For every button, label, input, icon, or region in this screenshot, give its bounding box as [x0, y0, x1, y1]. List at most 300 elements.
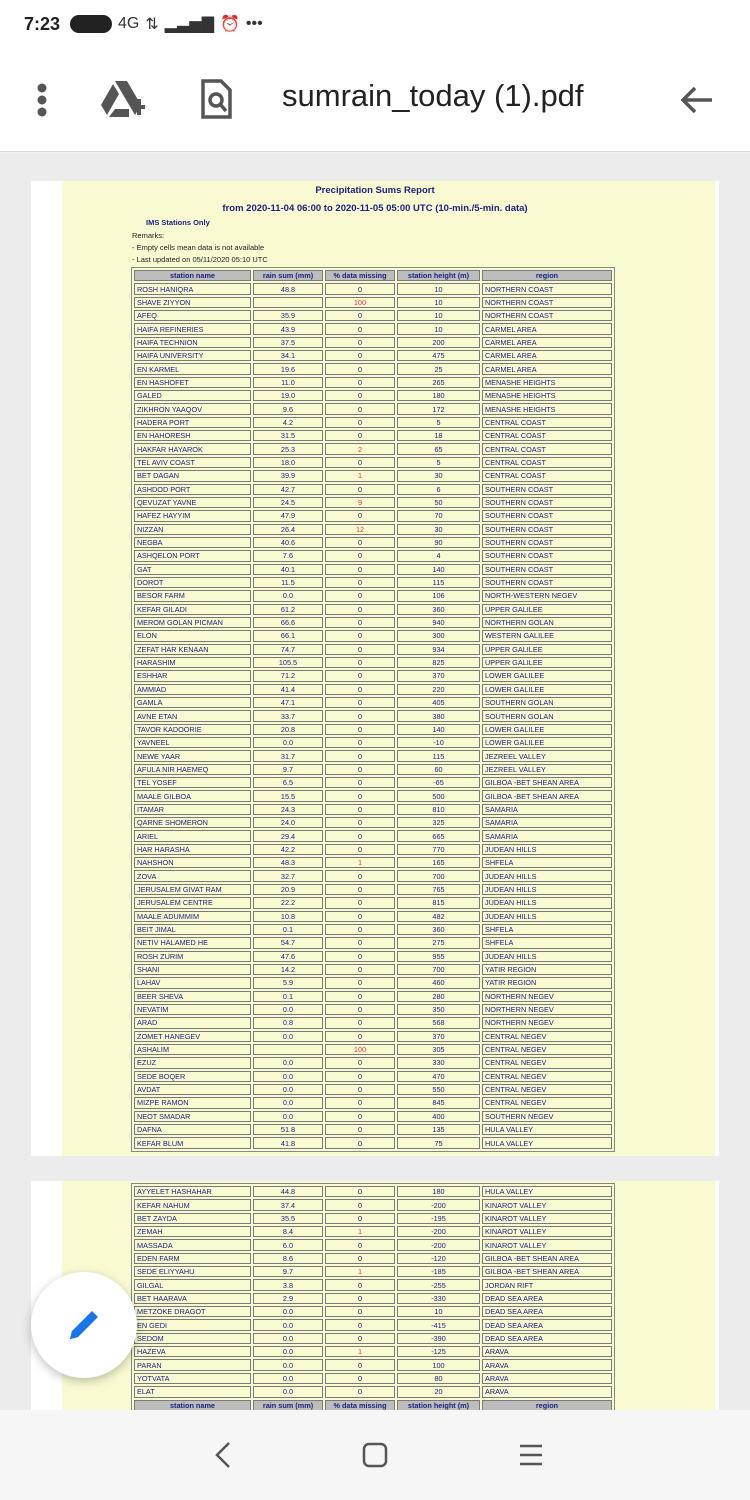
- rain-sum-cell: 54.7: [253, 937, 323, 948]
- table-row: [134, 764, 612, 775]
- data-missing-cell: 0: [325, 1359, 395, 1370]
- data-missing-cell: 0: [325, 337, 395, 348]
- region-cell: JUDEAN HILLS: [482, 870, 612, 881]
- region-cell: DEAD SEA AREA: [482, 1306, 612, 1317]
- table-row: [134, 377, 612, 388]
- station-height-cell: 305: [397, 1044, 480, 1055]
- region-cell: CENTRAL NEGEV: [482, 1097, 612, 1108]
- rain-sum-cell: 31.7: [253, 750, 323, 761]
- station-height-cell: 5: [397, 417, 480, 428]
- report-subtitle: from 2020-11-04 06:00 to 2020-11-05 05:00 UTC (10-min./5-min. data): [222, 203, 528, 214]
- rain-sum-cell: 0.0: [253, 1071, 323, 1082]
- data-missing-cell: 0: [325, 1124, 395, 1135]
- signal-icon: ▂▃▅▇: [164, 16, 214, 33]
- station-name-cell: EDEN FARM: [134, 1253, 251, 1264]
- table-row: [134, 577, 612, 588]
- table-row: [134, 804, 612, 815]
- region-cell: CENTRAL COAST: [482, 457, 612, 468]
- table-row: [134, 537, 612, 548]
- data-missing-cell: 1: [325, 857, 395, 868]
- station-name-cell: EZUZ: [134, 1057, 251, 1068]
- table-row: [134, 630, 612, 641]
- data-missing-cell: 0: [325, 1333, 395, 1344]
- data-missing-cell: 0: [325, 564, 395, 575]
- table-row: [134, 1306, 612, 1317]
- rain-sum-cell: 8.4: [253, 1226, 323, 1237]
- station-name-cell: ELAT: [134, 1386, 251, 1397]
- region-cell: JUDEAN HILLS: [482, 844, 612, 855]
- rain-sum-cell: 47.9: [253, 510, 323, 521]
- rain-sum-cell: 44.8: [253, 1186, 323, 1197]
- data-missing-cell: 0: [325, 724, 395, 735]
- nav-back-icon[interactable]: [206, 1438, 240, 1472]
- station-height-cell: -125: [397, 1346, 480, 1357]
- table-row: [134, 911, 612, 922]
- table-row: [134, 1057, 612, 1068]
- station-height-cell: -65: [397, 777, 480, 788]
- station-name-cell: ASHALIM: [134, 1044, 251, 1055]
- station-height-cell: 4: [397, 550, 480, 561]
- data-arrows-icon: ⇅: [145, 16, 159, 33]
- rain-sum-cell: 7.6: [253, 550, 323, 561]
- station-name-cell: GAT: [134, 564, 251, 575]
- region-cell: LOWER GALILEE: [482, 670, 612, 681]
- station-name-cell: MIZPE RAMON: [134, 1097, 251, 1108]
- pdf-viewer[interactable]: [0, 153, 750, 1410]
- rain-sum-cell: 66.1: [253, 630, 323, 641]
- station-name-cell: ZOMET HANEGEV: [134, 1031, 251, 1042]
- rain-sum-cell: 26.4: [253, 524, 323, 535]
- remark-last-updated: - Last updated on 05/11/2020 05:10 UTC: [132, 255, 268, 264]
- station-name-cell: QEVUZAT YAVNE: [134, 497, 251, 508]
- station-name-cell: AFULA NIR HAEMEQ: [134, 764, 251, 775]
- region-cell: ARAVA: [482, 1373, 612, 1384]
- rain-sum-cell: 37.5: [253, 337, 323, 348]
- table-row: [134, 390, 612, 401]
- table-row: [134, 657, 612, 668]
- rain-sum-cell: 0.0: [253, 1084, 323, 1095]
- stations-only-label: IMS Stations Only: [146, 218, 210, 227]
- rain-sum-cell: 2.9: [253, 1293, 323, 1304]
- station-name-cell: HAIFA REFINERIES: [134, 323, 251, 334]
- station-name-cell: ELON: [134, 630, 251, 641]
- region-cell: KINAROT VALLEY: [482, 1213, 612, 1224]
- nav-home-icon[interactable]: [358, 1438, 392, 1472]
- station-height-cell: 10: [397, 1306, 480, 1317]
- table-row: [134, 484, 612, 495]
- station-height-cell: 115: [397, 577, 480, 588]
- station-height-cell: 360: [397, 924, 480, 935]
- rain-sum-cell: 74.7: [253, 644, 323, 655]
- region-cell: MENASHE HEIGHTS: [482, 403, 612, 414]
- region-cell: KINAROT VALLEY: [482, 1226, 612, 1237]
- station-name-cell: NIZZAN: [134, 524, 251, 535]
- table-row: [134, 1137, 612, 1148]
- table-row: [134, 497, 612, 508]
- station-name-cell: EN HAHORESH: [134, 430, 251, 441]
- region-cell: ARAVA: [482, 1386, 612, 1397]
- station-height-cell: 106: [397, 590, 480, 601]
- rain-sum-cell: 6.5: [253, 777, 323, 788]
- station-name-cell: ZOVA: [134, 870, 251, 881]
- region-cell: LOWER GALILEE: [482, 684, 612, 695]
- station-name-cell: MASSADA: [134, 1239, 251, 1250]
- table-footer-header-row: [134, 1400, 612, 1411]
- rain-sum-cell: 0.0: [253, 590, 323, 601]
- station-height-cell: 180: [397, 390, 480, 401]
- data-missing-cell: 0: [325, 363, 395, 374]
- pdf-page-2: [31, 1181, 719, 1410]
- region-cell: DEAD SEA AREA: [482, 1293, 612, 1304]
- data-missing-cell: 0: [325, 323, 395, 334]
- footer-rain-sum: rain sum (mm): [253, 1400, 323, 1411]
- table-row: [134, 870, 612, 881]
- station-height-cell: 400: [397, 1111, 480, 1122]
- station-height-cell: 665: [397, 830, 480, 841]
- station-name-cell: YOTVATA: [134, 1373, 251, 1384]
- more-notifications-icon: •••: [245, 15, 263, 32]
- region-cell: SOUTHERN GOLAN: [482, 710, 612, 721]
- table-row: [134, 1213, 612, 1224]
- rain-sum-cell: 0.0: [253, 1004, 323, 1015]
- station-height-cell: 940: [397, 617, 480, 628]
- data-missing-cell: 0: [325, 1293, 395, 1304]
- add-to-drive-icon[interactable]: [98, 78, 148, 120]
- remark-empty-cells: - Empty cells mean data is not available: [132, 243, 265, 252]
- station-height-cell: 60: [397, 764, 480, 775]
- station-name-cell: EN HASHOFET: [134, 377, 251, 388]
- data-missing-cell: 0: [325, 1213, 395, 1224]
- data-missing-cell: 0: [325, 417, 395, 428]
- station-height-cell: 550: [397, 1084, 480, 1095]
- table-row: [134, 604, 612, 615]
- station-height-cell: 180: [397, 1186, 480, 1197]
- station-height-cell: 470: [397, 1071, 480, 1082]
- station-height-cell: 360: [397, 604, 480, 615]
- region-cell: ARAVA: [482, 1359, 612, 1370]
- region-cell: MENASHE HEIGHTS: [482, 377, 612, 388]
- data-missing-cell: 100: [325, 297, 395, 308]
- station-height-cell: 65: [397, 443, 480, 454]
- station-name-cell: HADERA PORT: [134, 417, 251, 428]
- station-name-cell: HAIFA UNIVERSITY: [134, 350, 251, 361]
- rain-sum-cell: 39.9: [253, 470, 323, 481]
- table-row: [134, 1186, 612, 1197]
- data-missing-cell: 0: [325, 670, 395, 681]
- rain-sum-cell: 37.4: [253, 1199, 323, 1210]
- status-bar: [0, 0, 750, 48]
- table-row: [134, 1199, 612, 1210]
- rain-sum-cell: 19.0: [253, 390, 323, 401]
- data-missing-cell: 0: [325, 897, 395, 908]
- table-row: [134, 897, 612, 908]
- rain-sum-cell: 24.3: [253, 804, 323, 815]
- rain-sum-cell: 20.8: [253, 724, 323, 735]
- table-row: [134, 1319, 612, 1330]
- region-cell: CENTRAL COAST: [482, 470, 612, 481]
- station-name-cell: AFEQ: [134, 310, 251, 321]
- station-name-cell: SHAVE ZIYYON: [134, 297, 251, 308]
- station-name-cell: LAHAV: [134, 977, 251, 988]
- station-height-cell: 220: [397, 684, 480, 695]
- rain-sum-cell: 9.7: [253, 764, 323, 775]
- region-cell: GILBOA -BET SHEAN AREA: [482, 1266, 612, 1277]
- table-row: [134, 857, 612, 868]
- table-header-row: [134, 270, 612, 281]
- station-name-cell: NETIV HALAMED HE: [134, 937, 251, 948]
- rain-sum-cell: [253, 1044, 323, 1055]
- station-height-cell: -390: [397, 1333, 480, 1344]
- rain-sum-cell: 9.7: [253, 1266, 323, 1277]
- data-missing-cell: 0: [325, 844, 395, 855]
- station-name-cell: ARIEL: [134, 830, 251, 841]
- table-row: [134, 310, 612, 321]
- region-cell: JEZREEL VALLEY: [482, 764, 612, 775]
- table-row: [134, 1071, 612, 1082]
- header-rain-sum: rain sum (mm): [253, 270, 323, 281]
- station-height-cell: 845: [397, 1097, 480, 1108]
- data-missing-cell: 0: [325, 790, 395, 801]
- data-missing-cell: 0: [325, 1386, 395, 1397]
- table-row: [134, 350, 612, 361]
- region-cell: YATIR REGION: [482, 977, 612, 988]
- table-row: [134, 430, 612, 441]
- region-cell: SHFELA: [482, 924, 612, 935]
- edit-button[interactable]: [31, 1272, 137, 1378]
- data-missing-cell: 0: [325, 684, 395, 695]
- data-missing-cell: 0: [325, 377, 395, 388]
- data-missing-cell: 0: [325, 924, 395, 935]
- station-height-cell: 30: [397, 524, 480, 535]
- region-cell: UPPER GALILEE: [482, 604, 612, 615]
- region-cell: CENTRAL COAST: [482, 443, 612, 454]
- region-cell: NORTH-WESTERN NEGEV: [482, 590, 612, 601]
- precipitation-table: [131, 267, 615, 1152]
- station-name-cell: HARASHIM: [134, 657, 251, 668]
- station-name-cell: GILGAL: [134, 1279, 251, 1290]
- station-height-cell: 500: [397, 790, 480, 801]
- station-name-cell: QARNE SHOMERON: [134, 817, 251, 828]
- region-cell: KINAROT VALLEY: [482, 1239, 612, 1250]
- header-station-name: station name: [134, 270, 251, 281]
- rain-sum-cell: 71.2: [253, 670, 323, 681]
- table-row: [134, 777, 612, 788]
- back-arrow-icon[interactable]: [676, 80, 718, 120]
- region-cell: NORTHERN COAST: [482, 310, 612, 321]
- region-cell: SOUTHERN COAST: [482, 577, 612, 588]
- table-row: [134, 590, 612, 601]
- region-cell: KINAROT VALLEY: [482, 1199, 612, 1210]
- rain-sum-cell: 9.6: [253, 403, 323, 414]
- region-cell: CENTRAL NEGEV: [482, 1031, 612, 1042]
- rain-sum-cell: 40.6: [253, 537, 323, 548]
- data-missing-cell: 0: [325, 1004, 395, 1015]
- data-missing-cell: 0: [325, 403, 395, 414]
- rain-sum-cell: 0.0: [253, 1319, 323, 1330]
- station-name-cell: ESHHAR: [134, 670, 251, 681]
- table-row: [134, 710, 612, 721]
- station-height-cell: 280: [397, 991, 480, 1002]
- nav-menu-icon[interactable]: [514, 1438, 548, 1472]
- station-name-cell: BEIT JIMAL: [134, 924, 251, 935]
- rain-sum-cell: 0.0: [253, 1057, 323, 1068]
- rain-sum-cell: 6.0: [253, 1239, 323, 1250]
- rain-sum-cell: 19.6: [253, 363, 323, 374]
- station-height-cell: -195: [397, 1213, 480, 1224]
- station-height-cell: 140: [397, 564, 480, 575]
- table-row: [134, 417, 612, 428]
- rain-sum-cell: 40.1: [253, 564, 323, 575]
- station-height-cell: 934: [397, 644, 480, 655]
- station-height-cell: -255: [397, 1279, 480, 1290]
- table-row: [134, 964, 612, 975]
- table-row: [134, 697, 612, 708]
- data-missing-cell: 0: [325, 777, 395, 788]
- station-name-cell: ROSH ZURIM: [134, 951, 251, 962]
- data-missing-cell: 0: [325, 657, 395, 668]
- call-pill-icon: [70, 15, 112, 33]
- data-missing-cell: 0: [325, 550, 395, 561]
- station-height-cell: 10: [397, 310, 480, 321]
- rain-sum-cell: [253, 297, 323, 308]
- table-row: [134, 937, 612, 948]
- table-row: [134, 830, 612, 841]
- data-missing-cell: 0: [325, 804, 395, 815]
- data-missing-cell: 0: [325, 457, 395, 468]
- station-height-cell: 10: [397, 297, 480, 308]
- station-height-cell: 770: [397, 844, 480, 855]
- precipitation-table-continued: [131, 1183, 615, 1410]
- station-height-cell: 115: [397, 750, 480, 761]
- station-name-cell: TEL AVIV COAST: [134, 457, 251, 468]
- station-height-cell: 325: [397, 817, 480, 828]
- rain-sum-cell: 18.0: [253, 457, 323, 468]
- region-cell: JUDEAN HILLS: [482, 951, 612, 962]
- table-row: [134, 1044, 612, 1055]
- station-height-cell: 370: [397, 1031, 480, 1042]
- table-row: [134, 1031, 612, 1042]
- data-missing-cell: 0: [325, 817, 395, 828]
- station-height-cell: -120: [397, 1253, 480, 1264]
- data-missing-cell: 0: [325, 884, 395, 895]
- station-name-cell: SHANI: [134, 964, 251, 975]
- station-name-cell: HAR HARASHA: [134, 844, 251, 855]
- station-height-cell: 700: [397, 870, 480, 881]
- station-name-cell: ZEMAH: [134, 1226, 251, 1237]
- station-name-cell: ROSH HANIQRA: [134, 283, 251, 294]
- table-row: [134, 337, 612, 348]
- remarks-label: Remarks:: [132, 231, 165, 240]
- more-options-icon[interactable]: [24, 80, 60, 120]
- station-height-cell: -200: [397, 1226, 480, 1237]
- region-cell: CARMEL AREA: [482, 337, 612, 348]
- data-missing-cell: 0: [325, 977, 395, 988]
- station-name-cell: METZOKE DRAGOT: [134, 1306, 251, 1317]
- table-row: [134, 1253, 612, 1264]
- rain-sum-cell: 51.8: [253, 1124, 323, 1135]
- region-cell: JUDEAN HILLS: [482, 911, 612, 922]
- table-row: [134, 991, 612, 1002]
- station-name-cell: HAFEZ HAYYIM: [134, 510, 251, 521]
- rain-sum-cell: 0.0: [253, 1359, 323, 1370]
- system-nav-bar: [0, 1410, 750, 1500]
- rain-sum-cell: 0.8: [253, 1017, 323, 1028]
- station-name-cell: AVNE ETAN: [134, 710, 251, 721]
- find-in-document-icon[interactable]: [196, 78, 236, 120]
- table-row: [134, 1346, 612, 1357]
- region-cell: JEZREEL VALLEY: [482, 750, 612, 761]
- station-height-cell: -10: [397, 737, 480, 748]
- data-missing-cell: 0: [325, 510, 395, 521]
- station-name-cell: DOROT: [134, 577, 251, 588]
- station-name-cell: NEGBA: [134, 537, 251, 548]
- station-name-cell: BET HAARAVA: [134, 1293, 251, 1304]
- data-missing-cell: 0: [325, 1306, 395, 1317]
- rain-sum-cell: 47.1: [253, 697, 323, 708]
- rain-sum-cell: 32.7: [253, 870, 323, 881]
- table-row: [134, 1293, 612, 1304]
- table-row: [134, 617, 612, 628]
- region-cell: SOUTHERN COAST: [482, 497, 612, 508]
- region-cell: CENTRAL NEGEV: [482, 1044, 612, 1055]
- station-name-cell: TAVOR KADOORIE: [134, 724, 251, 735]
- data-missing-cell: 0: [325, 1111, 395, 1122]
- region-cell: SOUTHERN COAST: [482, 510, 612, 521]
- table-row: [134, 951, 612, 962]
- station-name-cell: EN GEDI: [134, 1319, 251, 1330]
- table-row: [134, 1333, 612, 1344]
- table-row: [134, 1226, 612, 1237]
- data-missing-cell: 0: [325, 390, 395, 401]
- rain-sum-cell: 105.5: [253, 657, 323, 668]
- rain-sum-cell: 31.5: [253, 430, 323, 441]
- data-missing-cell: 0: [325, 1253, 395, 1264]
- data-missing-cell: 0: [325, 310, 395, 321]
- station-name-cell: ZIKHRON YAAQOV: [134, 403, 251, 414]
- station-height-cell: 330: [397, 1057, 480, 1068]
- station-height-cell: 350: [397, 1004, 480, 1015]
- table-row: [134, 510, 612, 521]
- data-missing-cell: 0: [325, 1031, 395, 1042]
- region-cell: NORTHERN NEGEV: [482, 1004, 612, 1015]
- table-row: [134, 363, 612, 374]
- table-row: [134, 1266, 612, 1277]
- data-missing-cell: 1: [325, 1226, 395, 1237]
- region-cell: MENASHE HEIGHTS: [482, 390, 612, 401]
- station-name-cell: GALED: [134, 390, 251, 401]
- region-cell: NORTHERN NEGEV: [482, 1017, 612, 1028]
- data-missing-cell: 2: [325, 443, 395, 454]
- region-cell: CENTRAL NEGEV: [482, 1071, 612, 1082]
- rain-sum-cell: 0.0: [253, 1111, 323, 1122]
- rain-sum-cell: 11.5: [253, 577, 323, 588]
- station-height-cell: 815: [397, 897, 480, 908]
- station-name-cell: DAFNA: [134, 1124, 251, 1135]
- document-title: sumrain_today (1).pdf: [282, 78, 584, 113]
- station-name-cell: JERUSALEM CENTRE: [134, 897, 251, 908]
- rain-sum-cell: 43.9: [253, 323, 323, 334]
- rain-sum-cell: 48.3: [253, 857, 323, 868]
- region-cell: HULA VALLEY: [482, 1124, 612, 1135]
- footer-station-name: station name: [134, 1400, 251, 1411]
- station-name-cell: PARAN: [134, 1359, 251, 1370]
- rain-sum-cell: 24.0: [253, 817, 323, 828]
- station-name-cell: TEL YOSEF: [134, 777, 251, 788]
- table-row: [134, 1359, 612, 1370]
- station-height-cell: 25: [397, 363, 480, 374]
- region-cell: SOUTHERN COAST: [482, 524, 612, 535]
- region-cell: SHFELA: [482, 937, 612, 948]
